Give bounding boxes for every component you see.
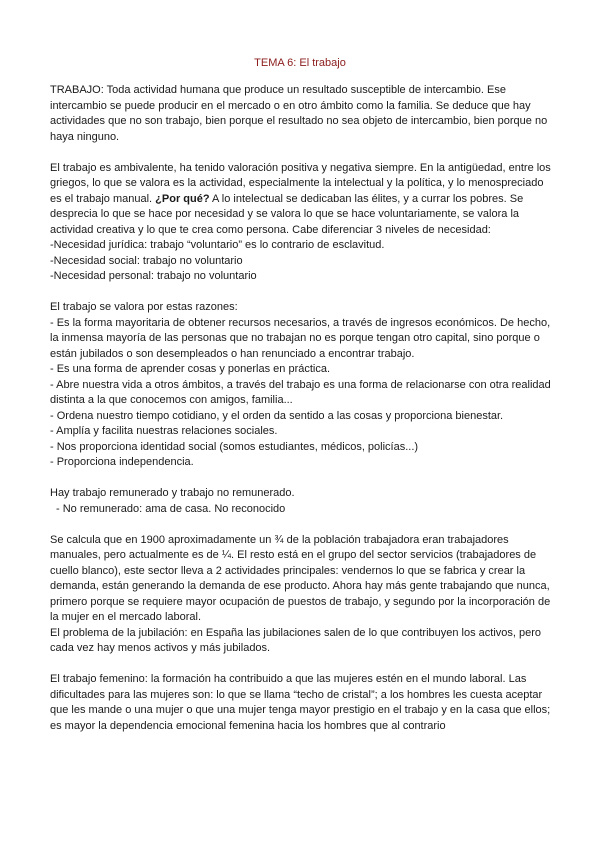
paragraph-retirement: El problema de la jubilación: en España las jubilaciones salen de lo que contribuyen los activos, pero cada vez hay menos activos y más jubilados.	[50, 626, 542, 654]
list-item-reason: - Abre nuestra vida a otros ámbitos, a través del trabajo es una forma de relacionarse con otra realidad distinta a la que conocemos con amigos, familia...	[50, 378, 551, 406]
paragraph-ambivalence-text-b: A lo intelectual se dedicaban las élites, y a currar los pobres. Se desprecia lo que se hace por necesidad y se valora lo que se hace voluntariamente, se valora la actividad creativa y lo que te crea como persona. Cabe diferenciar 3 niveles de necesidad:	[50, 192, 524, 236]
paid-work-intro: Hay trabajo remunerado y trabajo no remunerado.	[50, 487, 295, 499]
list-item-need: -Necesidad social: trabajo no voluntario	[50, 254, 243, 267]
paragraph-gap	[50, 145, 555, 161]
list-item-need: -Necesidad personal: trabajo no voluntario	[50, 270, 257, 282]
page-title: TEMA 6: El trabajo	[254, 57, 346, 69]
paragraph-gap	[50, 471, 555, 487]
paragraph-gap	[50, 517, 555, 533]
paid-work-detail: - No remunerado: ama de casa. No reconocido	[56, 502, 286, 515]
paragraph-gap	[50, 285, 555, 301]
paragraph-ambivalence	[50, 161, 555, 239]
question-why: ¿Por qué?	[155, 192, 210, 205]
paragraph-gap	[50, 657, 555, 673]
list-item-reason: - Amplía y facilita nuestras relaciones sociales.	[50, 425, 278, 437]
list-item-reason: - Es la forma mayoritaria de obtener recursos necesarios, a través de ingresos económicos. De hecho, la inmensa mayoría de las personas que no trabajan no es porque tengan otro capital, sino porque o están jubilados o son desempleados o han renunciado a encontrar trabajo.	[50, 316, 551, 360]
paragraph-sectors: Se calcula que en 1900 aproximadamente un ¾ de la población trabajadora eran trabajadores manuales, pero actualmente es de ¼. El resto está en el grupo del sector servicios (trabajadores de cuello blanco), este sector lleva a 2 actividades principales: vendernos lo que se fabrica y crear la demanda, están generando la demanda de ese producto. Ahora hay más gente trabajando que nunca, primero porque se requiere mayor ocupación de puestos de trabajo, y segundo por la incorporación de la mujer en el mercado laboral.	[50, 533, 551, 623]
paragraph-female-work: El trabajo femenino: la formación ha contribuido a que las mujeres estén en el mundo laboral. Las dificultades para las mujeres son: lo que se llama “techo de cristal”; a los hombres les cuesta aceptar que les mande o una mujer o que una mujer tenga mayor prestigio en el trabajo y en la casa que ellos; es mayor la dependencia emocional femenina hacia los hombres que al contrario	[50, 673, 551, 732]
list-item-reason: - Es una forma de aprender cosas y ponerlas en práctica.	[50, 363, 331, 375]
list-item-need: -Necesidad jurídica: trabajo “voluntario” es lo contrario de esclavitud.	[50, 239, 385, 251]
paragraph-ambivalence-text-a: El trabajo es ambivalente, ha tenido valoración positiva y negativa siempre. En la antigüedad, entre los griegos, lo que se valora es la actividad, especialmente la intelectual y la política, y lo menospreciado es el trabajo manual.	[50, 161, 551, 205]
list-item-reason: - Nos proporciona identidad social (somos estudiantes, médicos, policías...)	[50, 440, 419, 453]
list-item-reason: - Ordena nuestro tiempo cotidiano, y el orden da sentido a las cosas y proporciona bienestar.	[50, 409, 504, 422]
document-body	[50, 83, 555, 734]
list-item-reason: - Proporciona independencia.	[50, 456, 194, 468]
paragraph-definition: TRABAJO: Toda actividad humana que produce un resultado susceptible de intercambio. Ese intercambio se puede producir en el mercado o en otro ámbito como la familia. Se deduce que hay actividades que no son trabajo, bien porque el resultado no sea objeto de intercambio, bien porque no haya ninguno.	[50, 84, 548, 143]
reasons-intro: El trabajo se valora por estas razones:	[50, 301, 238, 313]
